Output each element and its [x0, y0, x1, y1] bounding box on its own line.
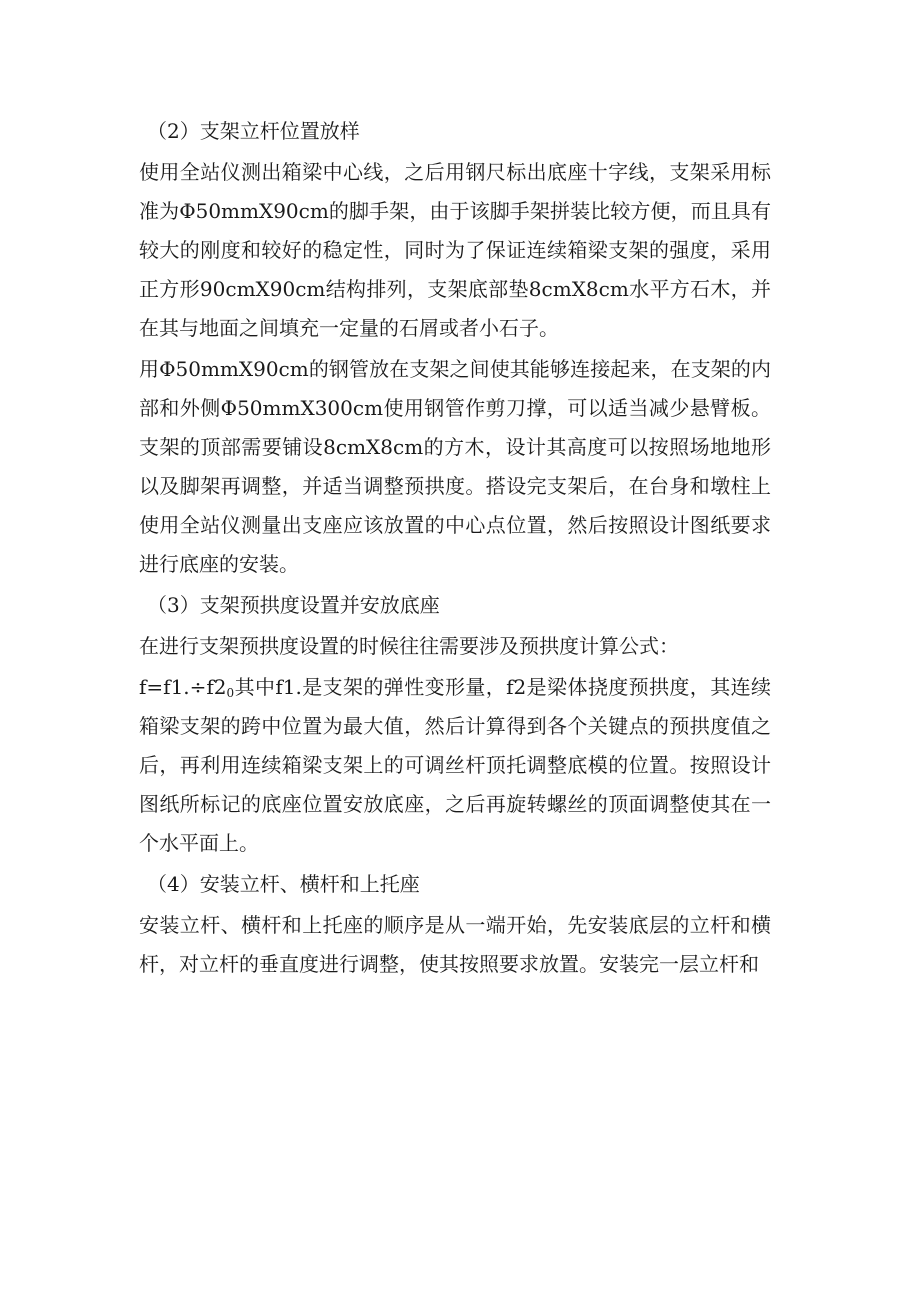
- section-heading-3: （3）支架预拱度设置并安放底座: [147, 593, 440, 617]
- formula: f=f1.÷f2: [139, 675, 227, 699]
- paragraph-text: 其中f1.是支架的弹性变形量，f2是梁体挠度预拱度，其连续箱梁支架的跨中位置为最大值，然后计算得到各个关键点的预拱度值之后，再利用连续箱梁支架上的可调丝杆顶托调整底模的位置。按照设计图纸所标记的底座位置安放底座，之后再旋转螺丝的顶面调整使其在一个水平面上。: [139, 675, 771, 855]
- formula-subscript: 0: [226, 686, 235, 700]
- section-heading-4: （4）安装立杆、横杆和上托座: [147, 872, 420, 896]
- document-body: [139, 112, 771, 986]
- paragraph: 使用全站仪测出箱梁中心线，之后用钢尺标出底座十字线，支架采用标准为Φ50mmX90cm的脚手架，由于该脚手架拼装比较方便，而且具有较大的刚度和较好的稳定性，同时为了保证连续箱梁支架的强度，采用正方形90cmX90cm结构排列，支架底部垫8cmX8cm水平方石木，并在其与地面之间填充一定量的石屑或者小石子。: [139, 160, 771, 340]
- formula-paragraph: [139, 668, 771, 863]
- section-heading-2: （2）支架立杆位置放样: [147, 119, 360, 143]
- paragraph: 安装立杆、横杆和上托座的顺序是从一端开始，先安装底层的立杆和横杆，对立杆的垂直度进行调整，使其按照要求放置。安装完一层立杆和: [139, 913, 771, 976]
- paragraph: 在进行支架预拱度设置的时候往往需要涉及预拱度计算公式：: [139, 634, 679, 658]
- paragraph: 用Φ50mmX90cm的钢管放在支架之间使其能够连接起来，在支架的内部和外侧Φ50mmX300cm使用钢管作剪刀撑，可以适当减少悬臂板。支架的顶部需要铺设8cmX8cm的方木，设计其高度可以按照场地地形以及脚架再调整，并适当调整预拱度。搭设完支架后，在台身和墩柱上使用全站仪测量出支座应该放置的中心点位置，然后按照设计图纸要求进行底座的安装。: [139, 357, 771, 576]
